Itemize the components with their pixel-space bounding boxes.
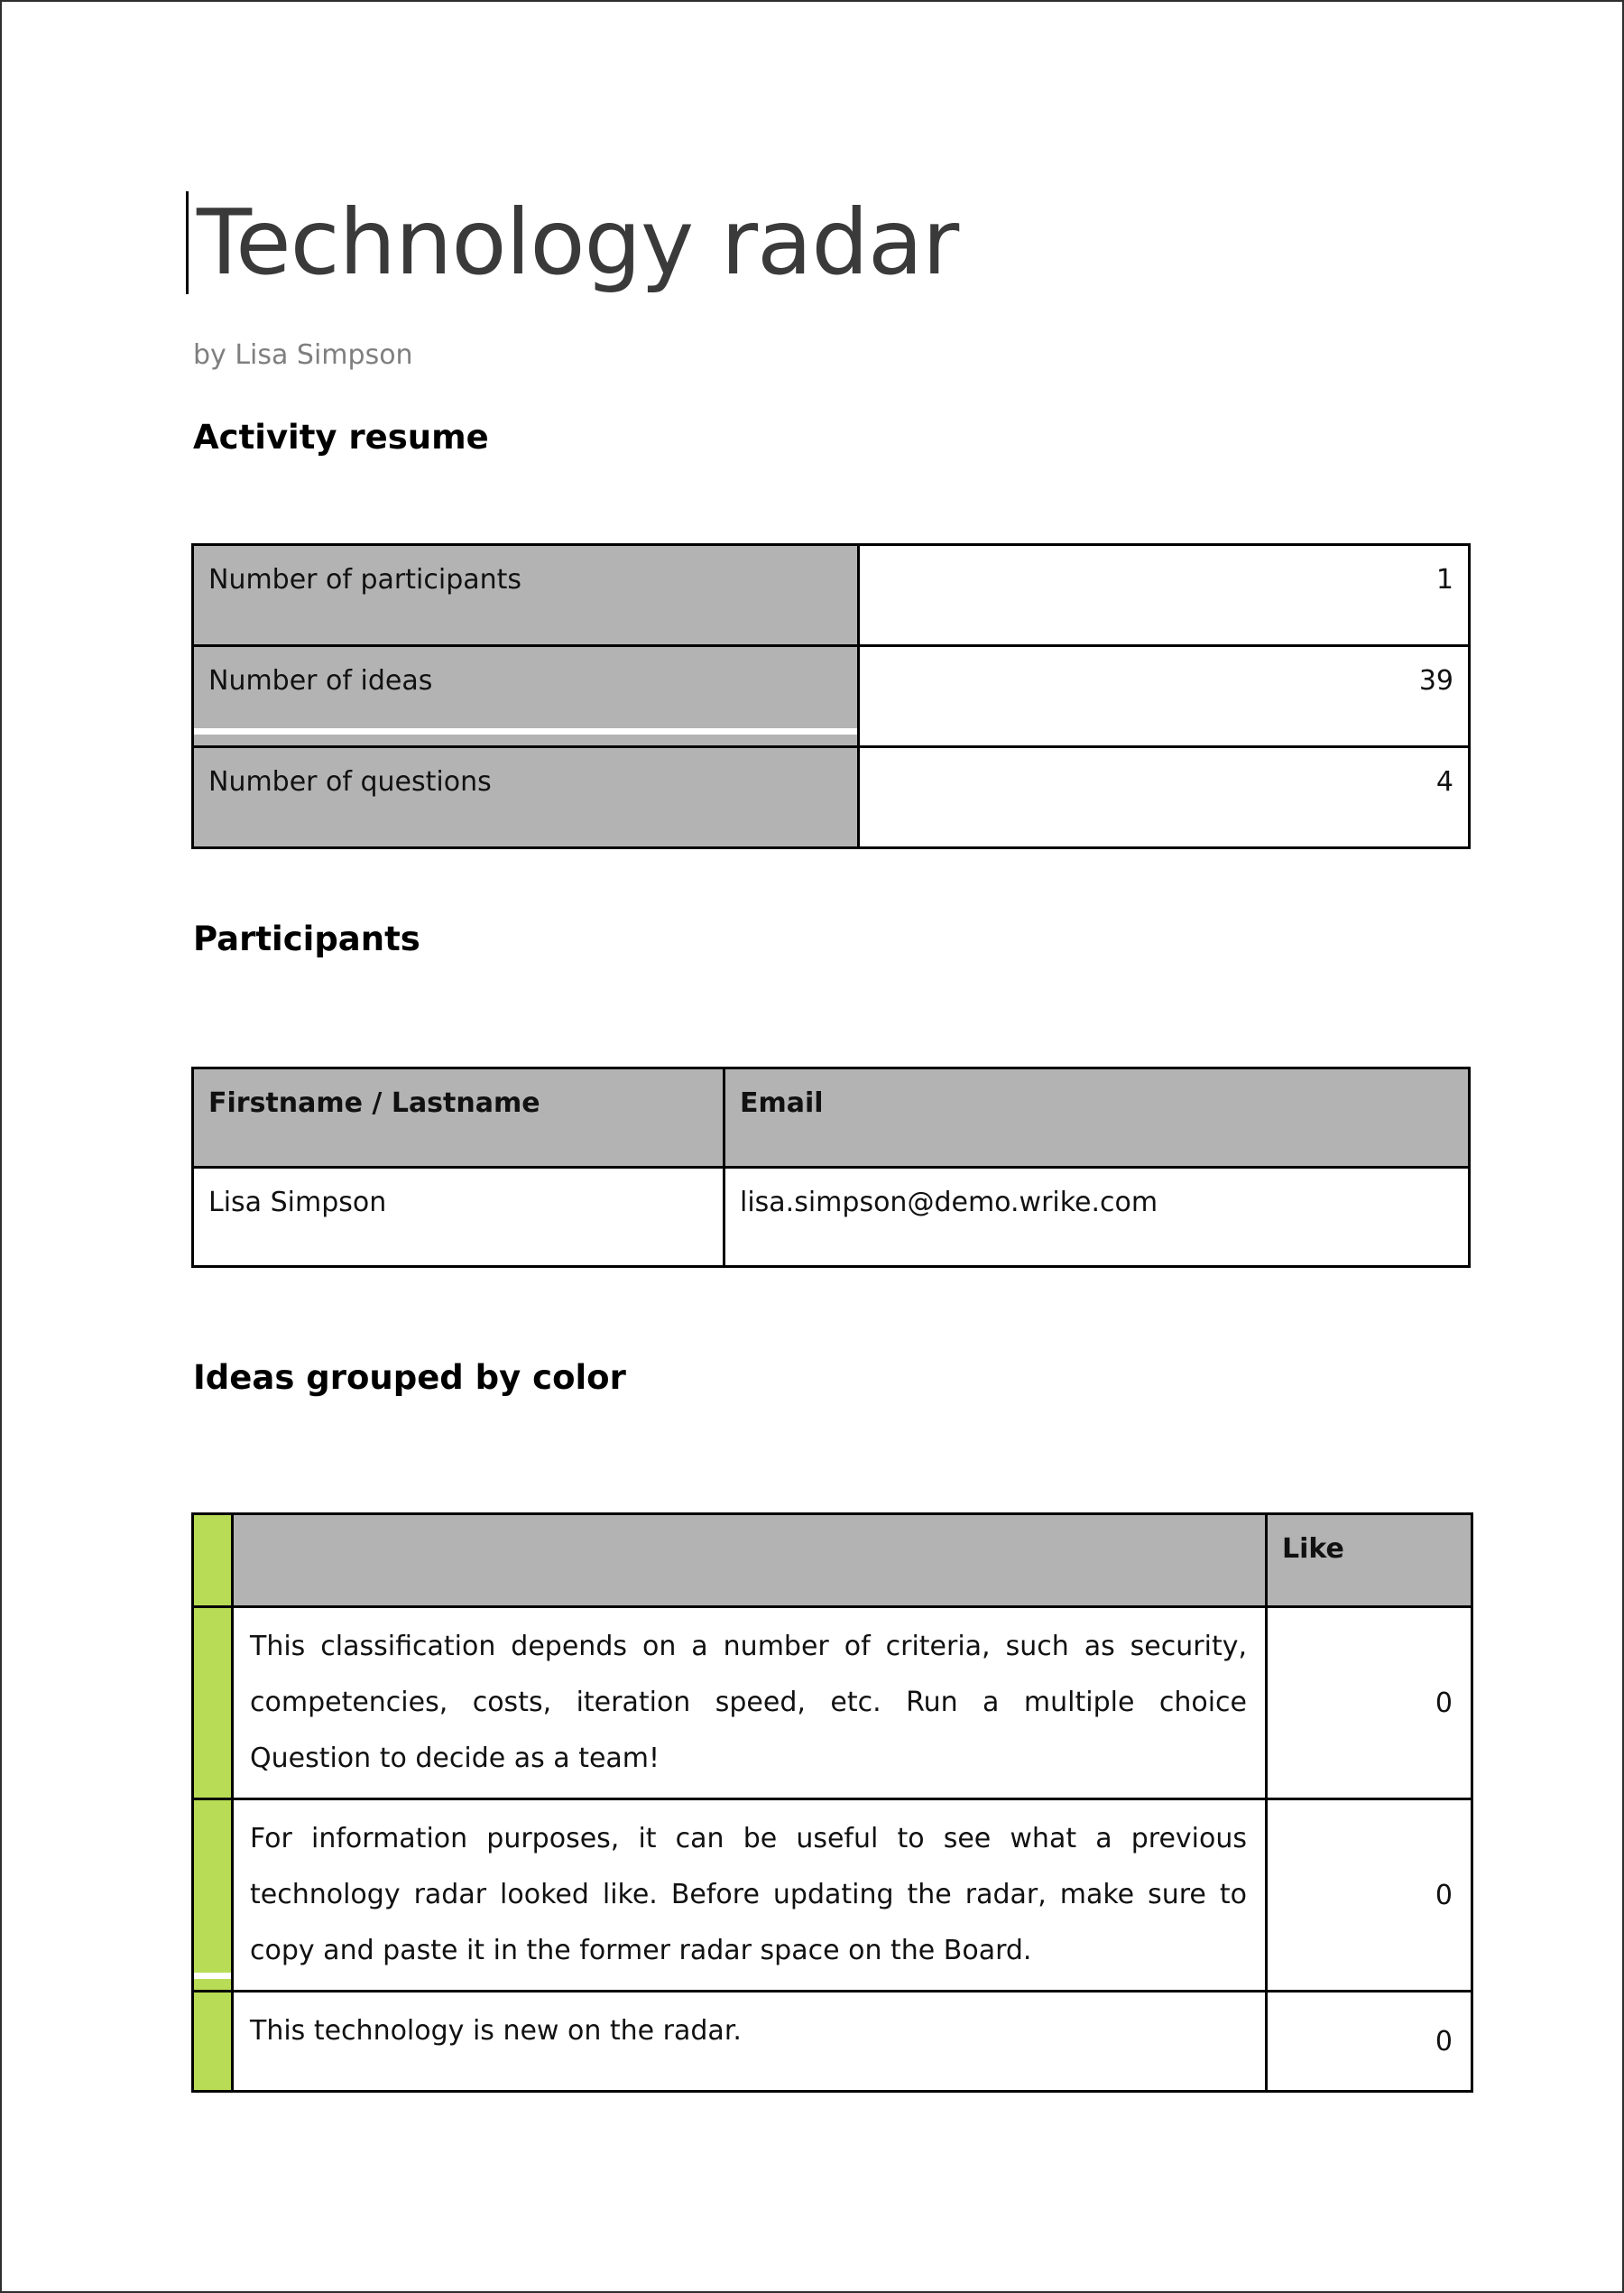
participants-table	[191, 1067, 1471, 1268]
section-heading-participants: Participants	[193, 920, 420, 958]
section-heading-ideas-grouped-by-color: Ideas grouped by color	[193, 1358, 626, 1397]
column-header-like: Like	[1267, 1514, 1472, 1607]
empty-header-cell	[233, 1514, 1267, 1607]
label-cell: Number of participants	[193, 545, 859, 646]
table-row	[193, 646, 1470, 747]
page-title-text: Technology radar	[197, 190, 959, 295]
group-color-swatch	[193, 1799, 233, 1992]
document-content	[2, 190, 1622, 2093]
participant-email-cell: lisa.simpson@demo.wrike.com	[724, 1168, 1470, 1267]
label-cell: Number of ideas	[193, 646, 859, 747]
idea-text-cell: For information purposes, it can be useful to see what a previous technology radar looked like. Before updating the radar, make sure to copy and paste it in the former radar space on the Board.	[233, 1799, 1267, 1992]
value-cell: 4	[859, 747, 1470, 848]
table-row	[193, 1168, 1470, 1267]
table-row	[193, 747, 1470, 848]
value-cell: 39	[859, 646, 1470, 747]
idea-text-cell: This technology is new on the radar.	[233, 1992, 1267, 2092]
like-value-cell: 0	[1267, 1607, 1472, 1799]
group-color-swatch	[193, 1607, 233, 1799]
section-heading-activity-resume: Activity resume	[193, 418, 489, 457]
participant-name-cell: Lisa Simpson	[193, 1168, 724, 1267]
page-title[interactable]	[197, 190, 1478, 295]
byline: by Lisa Simpson	[193, 339, 413, 371]
value-cell: 1	[859, 545, 1470, 646]
column-header-email: Email	[724, 1068, 1470, 1168]
table-header-row	[193, 1068, 1470, 1168]
like-value-cell: 0	[1267, 1992, 1472, 2092]
table-row	[193, 1992, 1472, 2092]
group-color-swatch	[193, 1992, 233, 2092]
table-row	[193, 1607, 1472, 1799]
ideas-grouped-by-color-table	[191, 1512, 1473, 2093]
like-value-cell: 0	[1267, 1799, 1472, 1992]
text-cursor	[186, 191, 189, 294]
label-cell: Number of questions	[193, 747, 859, 848]
table-row	[193, 1799, 1472, 1992]
activity-resume-table	[191, 543, 1471, 849]
group-color-swatch	[193, 1514, 233, 1607]
table-header-row	[193, 1514, 1472, 1607]
idea-text-cell: This classification depends on a number of criteria, such as security, competencies, costs, iteration speed, etc. Run a multiple choice Question to decide as a team!	[233, 1607, 1267, 1799]
table-row	[193, 545, 1470, 646]
column-header-name: Firstname / Lastname	[193, 1068, 724, 1168]
